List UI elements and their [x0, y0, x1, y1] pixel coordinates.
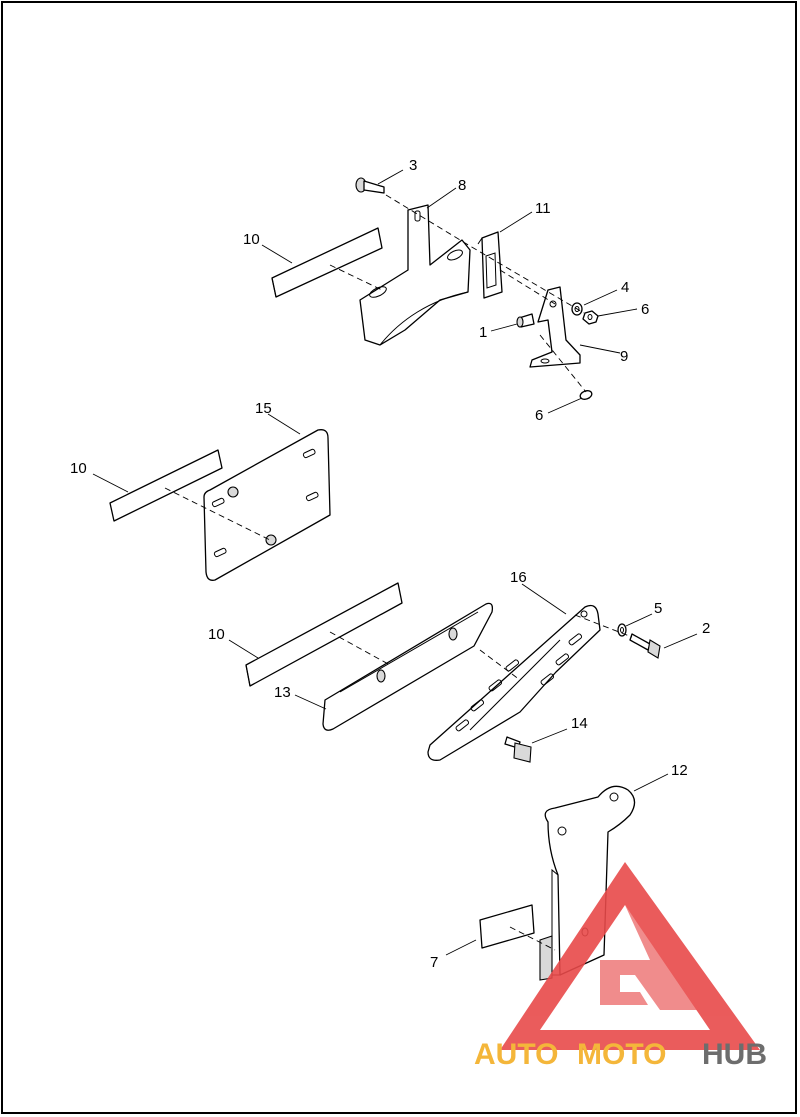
callout-12: 12: [671, 762, 688, 779]
part-2-bolt: [630, 634, 660, 658]
part-15-plate: [204, 430, 330, 581]
callout-10-middle: 10: [70, 460, 87, 477]
callout-4: 4: [621, 279, 630, 296]
watermark-auto: AUTO: [474, 1038, 559, 1071]
callout-10-lower: 10: [208, 626, 225, 643]
part-8-bracket: [360, 205, 470, 345]
watermark-logo: [500, 862, 760, 1050]
watermark-hub: HUB: [702, 1038, 767, 1071]
part-11-clip: [478, 232, 502, 298]
callout-1: 1: [479, 324, 488, 341]
callout-9: 9: [620, 348, 629, 365]
callout-15: 15: [255, 400, 272, 417]
callout-16: 16: [510, 569, 527, 586]
callout-11: 11: [535, 200, 551, 217]
callout-13: 13: [274, 684, 291, 701]
callout-14: 14: [571, 715, 588, 732]
callout-6-top: 6: [641, 301, 650, 318]
callout-2: 2: [702, 620, 711, 637]
part-3-screw: [356, 178, 384, 193]
callout-5: 5: [654, 600, 663, 617]
part-9-bracket: [530, 287, 580, 367]
part-10-pad-top: [272, 228, 382, 297]
callout-3: 3: [409, 157, 418, 174]
watermark-moto: MOTO: [577, 1038, 667, 1071]
part-6-plug-lower: [579, 389, 593, 401]
part-1-bolt: [517, 314, 534, 327]
callout-10-top: 10: [243, 231, 260, 248]
part-7-pad: [480, 905, 534, 948]
callout-8: 8: [458, 177, 467, 194]
callout-labels: [70, 157, 710, 971]
part-6-nut-top: [583, 311, 598, 324]
callout-6-lower: 6: [535, 407, 544, 424]
callout-7: 7: [430, 954, 439, 971]
part-14-knob: [505, 737, 531, 762]
